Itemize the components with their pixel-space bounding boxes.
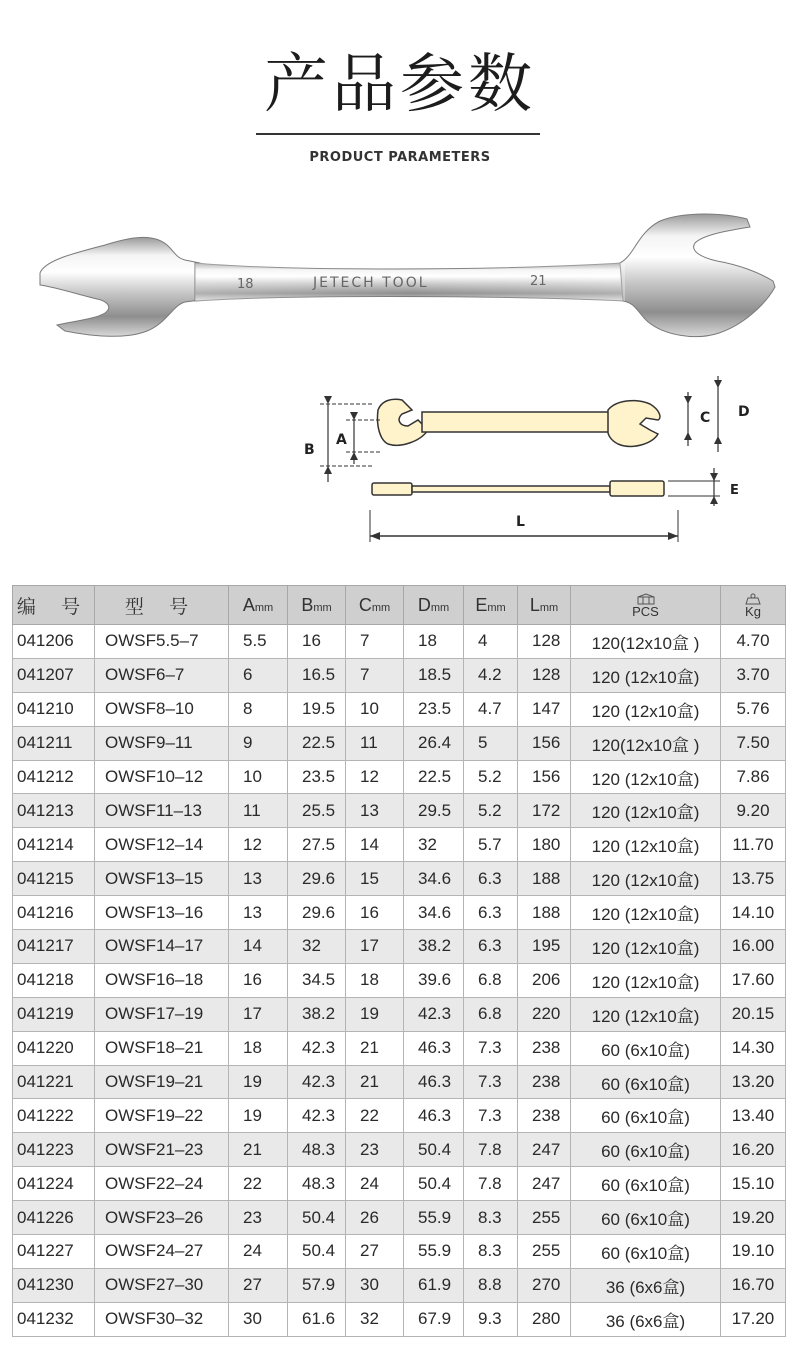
- cell-code: 041206: [13, 625, 95, 659]
- cell-c: 17: [346, 930, 404, 964]
- cell-d: 29.5: [404, 794, 464, 828]
- cell-kg: 19.20: [721, 1201, 786, 1235]
- cell-b: 29.6: [288, 896, 346, 930]
- photo-left-size: 18: [237, 277, 254, 292]
- cell-pcs: 120 (12x10盒): [571, 862, 721, 896]
- cell-pcs: 120 (12x10盒): [571, 692, 721, 726]
- cell-pcs: 60 (6x10盒): [571, 1235, 721, 1269]
- cell-a: 11: [229, 794, 288, 828]
- cell-pcs: 60 (6x10盒): [571, 1201, 721, 1235]
- cell-pcs: 120(12x10盒 ): [571, 726, 721, 760]
- table-row: [13, 997, 786, 1031]
- cell-pcs: 60 (6x10盒): [571, 1065, 721, 1099]
- photo-brand: JETECH TOOL: [313, 275, 429, 291]
- cell-b: 29.6: [288, 862, 346, 896]
- wrench-photo: [35, 205, 780, 355]
- cell-d: 55.9: [404, 1235, 464, 1269]
- cell-model: OWSF8–10: [95, 692, 229, 726]
- cell-kg: 16.20: [721, 1133, 786, 1167]
- cell-e: 5: [464, 726, 518, 760]
- cell-d: 34.6: [404, 862, 464, 896]
- cell-d: 67.9: [404, 1302, 464, 1336]
- cell-a: 27: [229, 1268, 288, 1302]
- cell-code: 041220: [13, 1031, 95, 1065]
- table-row: [13, 658, 786, 692]
- table-row: [13, 726, 786, 760]
- table-row: [13, 828, 786, 862]
- cell-a: 21: [229, 1133, 288, 1167]
- footer-strip: [0, 1340, 800, 1354]
- cell-a: 6: [229, 658, 288, 692]
- table-row: [13, 862, 786, 896]
- header-model: 型 号: [95, 586, 229, 625]
- header-a: Amm: [229, 586, 288, 625]
- cell-model: OWSF11–13: [95, 794, 229, 828]
- cell-b: 27.5: [288, 828, 346, 862]
- cell-e: 5.7: [464, 828, 518, 862]
- page-subtitle: PRODUCT PARAMETERS: [309, 150, 491, 165]
- cell-l: 188: [518, 896, 571, 930]
- cell-a: 8: [229, 692, 288, 726]
- cell-a: 13: [229, 862, 288, 896]
- table-row: [13, 1235, 786, 1269]
- cell-e: 7.8: [464, 1133, 518, 1167]
- table-row: [13, 794, 786, 828]
- cell-c: 12: [346, 760, 404, 794]
- cell-pcs: 120(12x10盒 ): [571, 625, 721, 659]
- cell-b: 48.3: [288, 1167, 346, 1201]
- cell-d: 34.6: [404, 896, 464, 930]
- table-row: [13, 760, 786, 794]
- cell-model: OWSF23–26: [95, 1201, 229, 1235]
- cell-l: 247: [518, 1133, 571, 1167]
- cell-a: 22: [229, 1167, 288, 1201]
- cell-a: 9: [229, 726, 288, 760]
- cell-pcs: 60 (6x10盒): [571, 1167, 721, 1201]
- table-row: [13, 692, 786, 726]
- cell-a: 14: [229, 930, 288, 964]
- spec-table: [12, 585, 786, 1337]
- cell-pcs: 120 (12x10盒): [571, 930, 721, 964]
- cell-model: OWSF24–27: [95, 1235, 229, 1269]
- cell-l: 195: [518, 930, 571, 964]
- cell-l: 238: [518, 1031, 571, 1065]
- cell-l: 172: [518, 794, 571, 828]
- header-e: Emm: [464, 586, 518, 625]
- table-row: [13, 1167, 786, 1201]
- dim-label-l: L: [516, 514, 525, 530]
- cell-e: 5.2: [464, 760, 518, 794]
- cell-pcs: 60 (6x10盒): [571, 1099, 721, 1133]
- cell-code: 041216: [13, 896, 95, 930]
- cell-a: 30: [229, 1302, 288, 1336]
- cell-code: 041210: [13, 692, 95, 726]
- cell-model: OWSF14–17: [95, 930, 229, 964]
- cell-pcs: 120 (12x10盒): [571, 794, 721, 828]
- cell-d: 42.3: [404, 997, 464, 1031]
- cell-d: 50.4: [404, 1167, 464, 1201]
- cell-pcs: 120 (12x10盒): [571, 963, 721, 997]
- cell-kg: 11.70: [721, 828, 786, 862]
- cell-code: 041224: [13, 1167, 95, 1201]
- cell-model: OWSF27–30: [95, 1268, 229, 1302]
- cell-c: 23: [346, 1133, 404, 1167]
- cell-code: 041226: [13, 1201, 95, 1235]
- cell-b: 16.5: [288, 658, 346, 692]
- cell-c: 11: [346, 726, 404, 760]
- cell-l: 280: [518, 1302, 571, 1336]
- cell-l: 156: [518, 760, 571, 794]
- cell-b: 61.6: [288, 1302, 346, 1336]
- cell-d: 23.5: [404, 692, 464, 726]
- cell-model: OWSF12–14: [95, 828, 229, 862]
- cell-e: 4: [464, 625, 518, 659]
- cell-pcs: 120 (12x10盒): [571, 997, 721, 1031]
- table-header-row: [13, 586, 786, 625]
- dimension-diagram: [290, 370, 770, 550]
- cell-d: 39.6: [404, 963, 464, 997]
- cell-code: 041219: [13, 997, 95, 1031]
- cell-c: 7: [346, 625, 404, 659]
- title-divider: [256, 133, 540, 135]
- cell-code: 041215: [13, 862, 95, 896]
- cell-b: 38.2: [288, 997, 346, 1031]
- header-l: Lmm: [518, 586, 571, 625]
- table-row: [13, 930, 786, 964]
- cell-pcs: 60 (6x10盒): [571, 1133, 721, 1167]
- cell-code: 041232: [13, 1302, 95, 1336]
- cell-a: 5.5: [229, 625, 288, 659]
- header-b: Bmm: [288, 586, 346, 625]
- cell-b: 34.5: [288, 963, 346, 997]
- cell-d: 18: [404, 625, 464, 659]
- cell-b: 57.9: [288, 1268, 346, 1302]
- cell-model: OWSF10–12: [95, 760, 229, 794]
- cell-c: 27: [346, 1235, 404, 1269]
- cell-e: 4.2: [464, 658, 518, 692]
- cell-kg: 13.40: [721, 1099, 786, 1133]
- cell-e: 6.8: [464, 963, 518, 997]
- cell-c: 21: [346, 1031, 404, 1065]
- cell-model: OWSF19–22: [95, 1099, 229, 1133]
- cell-pcs: 120 (12x10盒): [571, 760, 721, 794]
- cell-model: OWSF13–16: [95, 896, 229, 930]
- cell-d: 50.4: [404, 1133, 464, 1167]
- cell-kg: 3.70: [721, 658, 786, 692]
- page-header: [0, 0, 800, 180]
- cell-l: 255: [518, 1235, 571, 1269]
- table-row: [13, 1133, 786, 1167]
- cell-c: 30: [346, 1268, 404, 1302]
- cell-kg: 7.50: [721, 726, 786, 760]
- cell-code: 041218: [13, 963, 95, 997]
- cell-c: 19: [346, 997, 404, 1031]
- cell-model: OWSF9–11: [95, 726, 229, 760]
- cell-code: 041223: [13, 1133, 95, 1167]
- cell-a: 24: [229, 1235, 288, 1269]
- cell-d: 46.3: [404, 1065, 464, 1099]
- cell-model: OWSF5.5–7: [95, 625, 229, 659]
- cell-l: 255: [518, 1201, 571, 1235]
- cell-d: 26.4: [404, 726, 464, 760]
- cell-e: 6.3: [464, 862, 518, 896]
- cell-e: 7.3: [464, 1065, 518, 1099]
- cell-kg: 15.10: [721, 1167, 786, 1201]
- cell-e: 9.3: [464, 1302, 518, 1336]
- cell-b: 16: [288, 625, 346, 659]
- cell-e: 6.3: [464, 930, 518, 964]
- cell-e: 7.8: [464, 1167, 518, 1201]
- spec-table-body: [13, 625, 786, 1337]
- cell-a: 13: [229, 896, 288, 930]
- cell-l: 188: [518, 862, 571, 896]
- cell-pcs: 60 (6x10盒): [571, 1031, 721, 1065]
- cell-l: 128: [518, 625, 571, 659]
- cell-c: 32: [346, 1302, 404, 1336]
- cell-kg: 17.20: [721, 1302, 786, 1336]
- cell-b: 50.4: [288, 1201, 346, 1235]
- cell-code: 041222: [13, 1099, 95, 1133]
- table-row: [13, 625, 786, 659]
- dim-label-a: A: [336, 432, 347, 448]
- table-row: [13, 1099, 786, 1133]
- cell-model: OWSF19–21: [95, 1065, 229, 1099]
- cell-e: 8.3: [464, 1235, 518, 1269]
- cell-kg: 9.20: [721, 794, 786, 828]
- cell-e: 8.8: [464, 1268, 518, 1302]
- cell-code: 041230: [13, 1268, 95, 1302]
- cell-kg: 14.30: [721, 1031, 786, 1065]
- photo-right-size: 21: [530, 274, 547, 289]
- cell-kg: 16.70: [721, 1268, 786, 1302]
- cell-code: 041212: [13, 760, 95, 794]
- cell-l: 156: [518, 726, 571, 760]
- cell-l: 220: [518, 997, 571, 1031]
- cell-model: OWSF22–24: [95, 1167, 229, 1201]
- table-row: [13, 1201, 786, 1235]
- cell-c: 10: [346, 692, 404, 726]
- header-code: 编 号: [13, 586, 95, 625]
- cell-b: 42.3: [288, 1099, 346, 1133]
- cell-model: OWSF6–7: [95, 658, 229, 692]
- cell-d: 32: [404, 828, 464, 862]
- dim-label-d: D: [738, 404, 750, 420]
- cell-pcs: 36 (6x6盒): [571, 1268, 721, 1302]
- cell-kg: 7.86: [721, 760, 786, 794]
- cell-a: 16: [229, 963, 288, 997]
- cell-e: 6.8: [464, 997, 518, 1031]
- header-c: Cmm: [346, 586, 404, 625]
- cell-l: 206: [518, 963, 571, 997]
- cell-kg: 19.10: [721, 1235, 786, 1269]
- cell-a: 18: [229, 1031, 288, 1065]
- cell-d: 22.5: [404, 760, 464, 794]
- cell-kg: 4.70: [721, 625, 786, 659]
- cell-pcs: 36 (6x6盒): [571, 1302, 721, 1336]
- cell-d: 61.9: [404, 1268, 464, 1302]
- table-row: [13, 1302, 786, 1336]
- table-row: [13, 963, 786, 997]
- cell-kg: 14.10: [721, 896, 786, 930]
- cell-model: OWSF18–21: [95, 1031, 229, 1065]
- cell-c: 18: [346, 963, 404, 997]
- cell-b: 22.5: [288, 726, 346, 760]
- cell-code: 041221: [13, 1065, 95, 1099]
- cell-e: 8.3: [464, 1201, 518, 1235]
- cell-a: 19: [229, 1099, 288, 1133]
- cell-b: 50.4: [288, 1235, 346, 1269]
- cell-b: 32: [288, 930, 346, 964]
- cell-code: 041227: [13, 1235, 95, 1269]
- dim-label-b: B: [304, 442, 315, 458]
- cell-b: 42.3: [288, 1031, 346, 1065]
- cell-c: 7: [346, 658, 404, 692]
- cell-e: 7.3: [464, 1099, 518, 1133]
- cell-c: 24: [346, 1167, 404, 1201]
- cell-model: OWSF21–23: [95, 1133, 229, 1167]
- cell-code: 041207: [13, 658, 95, 692]
- cell-l: 238: [518, 1065, 571, 1099]
- cell-e: 6.3: [464, 896, 518, 930]
- cell-d: 38.2: [404, 930, 464, 964]
- cell-d: 46.3: [404, 1099, 464, 1133]
- cell-model: OWSF13–15: [95, 862, 229, 896]
- cell-a: 23: [229, 1201, 288, 1235]
- cell-c: 13: [346, 794, 404, 828]
- cell-c: 14: [346, 828, 404, 862]
- cell-l: 247: [518, 1167, 571, 1201]
- cell-b: 48.3: [288, 1133, 346, 1167]
- cell-pcs: 120 (12x10盒): [571, 896, 721, 930]
- cell-l: 147: [518, 692, 571, 726]
- header-d: Dmm: [404, 586, 464, 625]
- cell-kg: 17.60: [721, 963, 786, 997]
- cell-l: 128: [518, 658, 571, 692]
- cell-a: 10: [229, 760, 288, 794]
- dim-label-c: C: [700, 410, 711, 426]
- cell-kg: 16.00: [721, 930, 786, 964]
- cell-a: 17: [229, 997, 288, 1031]
- cell-c: 15: [346, 862, 404, 896]
- table-row: [13, 1268, 786, 1302]
- cell-c: 26: [346, 1201, 404, 1235]
- cell-d: 55.9: [404, 1201, 464, 1235]
- cell-model: OWSF16–18: [95, 963, 229, 997]
- cell-b: 19.5: [288, 692, 346, 726]
- dim-label-e: E: [730, 483, 739, 498]
- cell-d: 18.5: [404, 658, 464, 692]
- cell-e: 4.7: [464, 692, 518, 726]
- cell-kg: 13.20: [721, 1065, 786, 1099]
- cell-b: 25.5: [288, 794, 346, 828]
- cell-code: 041213: [13, 794, 95, 828]
- cell-kg: 5.76: [721, 692, 786, 726]
- cell-l: 180: [518, 828, 571, 862]
- cell-d: 46.3: [404, 1031, 464, 1065]
- cell-b: 42.3: [288, 1065, 346, 1099]
- cell-code: 041211: [13, 726, 95, 760]
- cell-code: 041214: [13, 828, 95, 862]
- cell-a: 19: [229, 1065, 288, 1099]
- cell-model: OWSF30–32: [95, 1302, 229, 1336]
- cell-pcs: 120 (12x10盒): [571, 828, 721, 862]
- table-row: [13, 1065, 786, 1099]
- cell-e: 7.3: [464, 1031, 518, 1065]
- cell-model: OWSF17–19: [95, 997, 229, 1031]
- cell-kg: 13.75: [721, 862, 786, 896]
- table-row: [13, 896, 786, 930]
- header-kg: Kg: [721, 586, 786, 625]
- cell-l: 270: [518, 1268, 571, 1302]
- cell-code: 041217: [13, 930, 95, 964]
- cell-e: 5.2: [464, 794, 518, 828]
- cell-c: 16: [346, 896, 404, 930]
- cell-b: 23.5: [288, 760, 346, 794]
- cell-a: 12: [229, 828, 288, 862]
- page-title: 产品参数: [264, 48, 536, 122]
- cell-l: 238: [518, 1099, 571, 1133]
- header-pcs: PCS: [571, 586, 721, 625]
- cell-c: 22: [346, 1099, 404, 1133]
- cell-kg: 20.15: [721, 997, 786, 1031]
- table-row: [13, 1031, 786, 1065]
- cell-pcs: 120 (12x10盒): [571, 658, 721, 692]
- cell-c: 21: [346, 1065, 404, 1099]
